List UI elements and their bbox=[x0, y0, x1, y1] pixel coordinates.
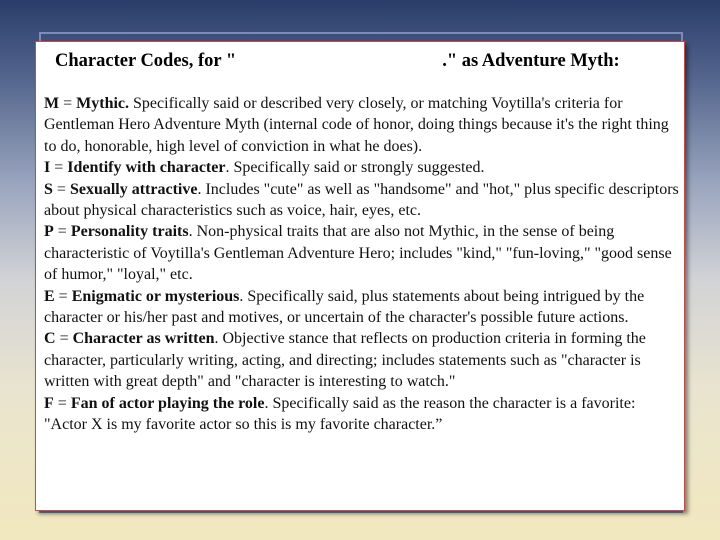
code-separator: = bbox=[53, 223, 71, 241]
title-prefix: Character Codes, for " bbox=[55, 51, 237, 71]
code-letter: F bbox=[44, 394, 54, 412]
slide-card bbox=[35, 41, 685, 511]
code-letter: C bbox=[44, 330, 56, 348]
code-letter: I bbox=[44, 159, 51, 177]
code-letter: S bbox=[44, 180, 53, 198]
code-s-definition bbox=[44, 179, 680, 222]
code-separator: = bbox=[50, 159, 68, 177]
code-description: Specifically said or described very closely, or matching Voytilla's criteria for Gentleman Hero Adventure Myth (internal code of honor, doing things because it's the right thing to do, honorable, high level of conviction in what he does). bbox=[44, 95, 669, 155]
code-p-definition bbox=[44, 221, 680, 285]
code-separator: = bbox=[59, 95, 77, 112]
code-term: Identify with character bbox=[67, 159, 226, 177]
title-mid: ." bbox=[442, 51, 458, 71]
code-term: Personality traits bbox=[70, 223, 189, 241]
code-i-definition bbox=[44, 157, 680, 178]
code-e-definition bbox=[44, 286, 680, 329]
code-separator: = bbox=[52, 180, 70, 198]
code-term: Sexually attractive bbox=[69, 180, 198, 198]
slide-title bbox=[55, 51, 685, 72]
code-description: . Non-physical traits that are also not Mythic, in the sense of being characteristic of Voytilla's Gentleman Adventure Hero; includes "kind," "fun-loving," "good sense of humor," "loyal," etc. bbox=[44, 223, 672, 284]
code-description: . Specifically said as the reason the character is a favorite: "Actor X is my favorite actor so this is my favorite character.” bbox=[44, 394, 636, 434]
code-letter: E bbox=[44, 287, 55, 305]
code-description: . Objective stance that reflects on production criteria in forming the character, particularly writing, acting, and directing; includes statements such as "character is written with great depth" and "character is interesting to watch." bbox=[44, 330, 646, 391]
code-term: Mythic. bbox=[76, 95, 130, 112]
code-separator: = bbox=[55, 330, 73, 348]
code-letter: M bbox=[44, 95, 60, 112]
code-c-definition bbox=[44, 328, 680, 392]
code-letter: P bbox=[44, 223, 54, 241]
code-description: . Includes "cute" as well as "handsome" and "hot," plus specific descriptors about physical characteristics such as voice, hair, eyes, etc. bbox=[44, 180, 679, 220]
title-suffix: as Adventure Myth: bbox=[457, 51, 620, 71]
code-term: Character as written bbox=[72, 330, 215, 348]
code-definitions bbox=[44, 93, 680, 436]
code-separator: = bbox=[54, 287, 72, 305]
code-term: Enigmatic or mysterious bbox=[71, 287, 240, 305]
code-description: . Specifically said, plus statements about being intrigued by the character or his/her past and motives, or uncertain of the character's possible future actions. bbox=[44, 287, 645, 327]
code-separator: = bbox=[53, 394, 71, 412]
code-term: Fan of actor playing the role bbox=[70, 394, 265, 412]
code-m-definition bbox=[44, 93, 680, 157]
code-description: . Specifically said or strongly suggested. bbox=[225, 159, 485, 177]
code-f-definition bbox=[44, 393, 680, 436]
